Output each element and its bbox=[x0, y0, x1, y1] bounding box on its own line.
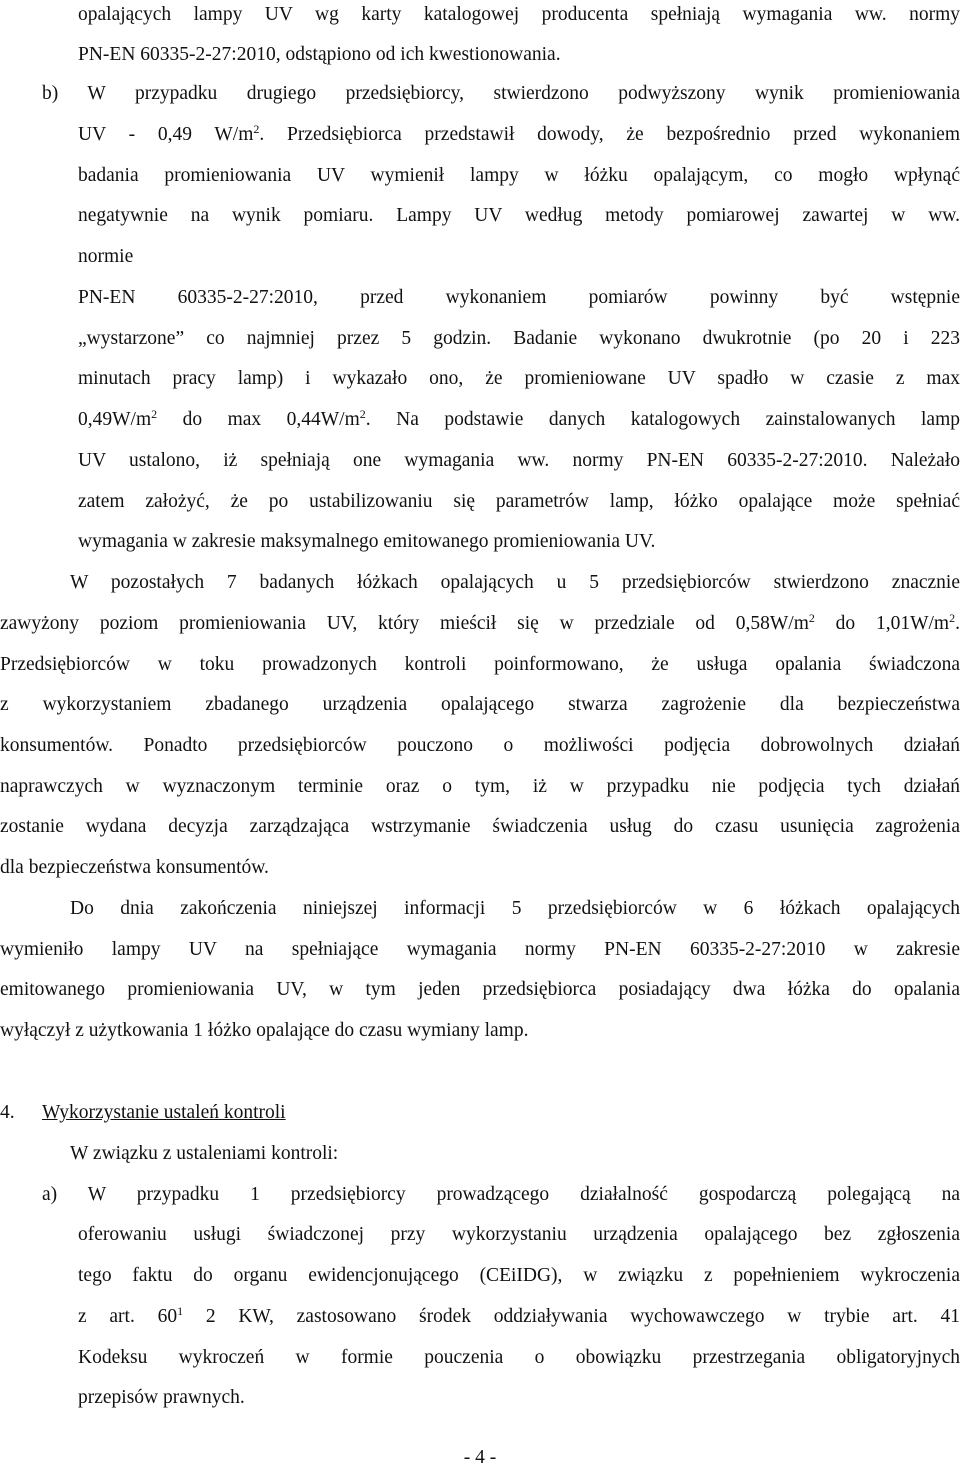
text-line: zawyżony poziom promieniowania UV, który mieścił się w przedziale od $0,58W/m^2$ do $1,01W/m^2$. bbox=[0, 611, 960, 634]
text-line: UV ustalono, iż spełniają one wymagania ww. normy PN-EN 60335-2-27:2010. Należało bbox=[78, 450, 960, 471]
text-line: Kodeksu wykroczeń w formie pouczenia o obowiązku przestrzegania obligatoryjnych bbox=[78, 1347, 960, 1368]
text-line: PN-EN 60335-2-27:2010, przed wykonaniem pomiarów powinny być wstępnie bbox=[78, 287, 960, 308]
text-line: dla bezpieczeństwa konsumentów. bbox=[0, 857, 269, 878]
text-line: Do dnia zakończenia niniejszej informacji 5 przedsiębiorców w 6 łóżkach opalających bbox=[70, 898, 960, 919]
text-line: zatem założyć, że po ustabilizowaniu się parametrów lamp, łóżko opalające może spełniać bbox=[78, 491, 960, 512]
superscript: 1 bbox=[177, 1304, 184, 1318]
text-line: wymagania w zakresie maksymalnego emitowanego promieniowania UV. bbox=[78, 531, 656, 552]
text-line: a) W przypadku 1 przedsiębiorcy prowadzącego działalność gospodarczą polegającą na bbox=[42, 1184, 960, 1205]
text-line: minutach pracy lamp) i wykazało ono, że promieniowane UV spadło w czasie z max bbox=[78, 368, 960, 389]
text-line: wymieniło lampy UV na spełniające wymagania normy PN-EN 60335-2-27:2010 w zakresie bbox=[0, 939, 960, 960]
text-line: W związku z ustaleniami kontroli: bbox=[70, 1143, 339, 1164]
text-line: z art. $60^1$ 2 KW, zastosowano środek oddziaływania wychowawczego w trybie art. 41 bbox=[78, 1304, 960, 1327]
superscript: 2 bbox=[949, 611, 956, 625]
text-line: „wystarzone” co najmniej przez 5 godzin. Badanie wykonano dwukrotnie (po 20 i 223 bbox=[78, 328, 960, 349]
text-line: $0,49W/m^2$ do $\max 0,44W/m^2$. Na podstawie danych katalogowych zainstalowanych lamp bbox=[78, 407, 960, 430]
text-line: z wykorzystaniem zbadanego urządzenia opalającego stwarza zagrożenie dla bezpieczeństwa bbox=[0, 694, 960, 715]
text-line: opalających lampy UV wg karty katalogowej producenta spełniają wymagania ww. normy bbox=[78, 4, 960, 25]
section-heading: Wykorzystanie ustaleń kontroli bbox=[42, 1102, 286, 1123]
text-line: negatywnie na wynik pomiaru. Lampy UV według metody pomiarowej zawartej w ww. bbox=[78, 205, 960, 226]
text-line: PN-EN 60335-2-27:2010, odstąpiono od ich kwestionowania. bbox=[78, 44, 561, 65]
text-line: przepisów prawnych. bbox=[78, 1387, 245, 1408]
text-line: zostanie wydana decyzja zarządzająca wstrzymanie świadczenia usług do czasu usunięcia zagrożenia bbox=[0, 816, 960, 837]
text-line: UV - 0,49 $W/m^2$. Przedsiębiorca przedstawił dowody, że bezpośrednio przed wykonaniem bbox=[78, 122, 960, 145]
text-line: naprawczych w wyznaczonym terminie oraz o tym, iż w przypadku nie podjęcia tych działań bbox=[0, 776, 960, 797]
text-line: emitowanego promieniowania UV, w tym jeden przedsiębiorca posiadający dwa łóżka do opalania bbox=[0, 979, 960, 1000]
superscript: 2 bbox=[359, 407, 366, 421]
superscript: 2 bbox=[151, 407, 158, 421]
superscript: 2 bbox=[808, 611, 815, 625]
text-line: b) W przypadku drugiego przedsiębiorcy, stwierdzono podwyższony wynik promieniowania bbox=[42, 83, 960, 104]
text-line: Przedsiębiorców w toku prowadzonych kontroli poinformowano, że usługa opalania świadczona bbox=[0, 654, 960, 675]
text-line: wyłączył z użytkowania 1 łóżko opalające do czasu wymiany lamp. bbox=[0, 1020, 529, 1041]
text-line: tego faktu do organu ewidencjonującego (CEiIDG), w związku z popełnieniem wykroczenia bbox=[78, 1265, 960, 1286]
text-line: konsumentów. Ponadto przedsiębiorców pouczono o możliwości podjęcia dobrowolnych działań bbox=[0, 735, 960, 756]
section-number: 4. bbox=[0, 1102, 15, 1123]
text-line: oferowaniu usługi świadczonej przy wykorzystaniu urządzenia opalającego bez zgłoszenia bbox=[78, 1224, 960, 1245]
text-line: W pozostałych 7 badanych łóżkach opalających u 5 przedsiębiorców stwierdzono znacznie bbox=[70, 572, 960, 593]
text-line: normie bbox=[78, 246, 134, 267]
superscript: 2 bbox=[253, 122, 260, 136]
text-line: badania promieniowania UV wymienił lampy w łóżku opalającym, co mogło wpłynąć bbox=[78, 165, 960, 186]
page-number: - 4 - bbox=[463, 1447, 497, 1468]
